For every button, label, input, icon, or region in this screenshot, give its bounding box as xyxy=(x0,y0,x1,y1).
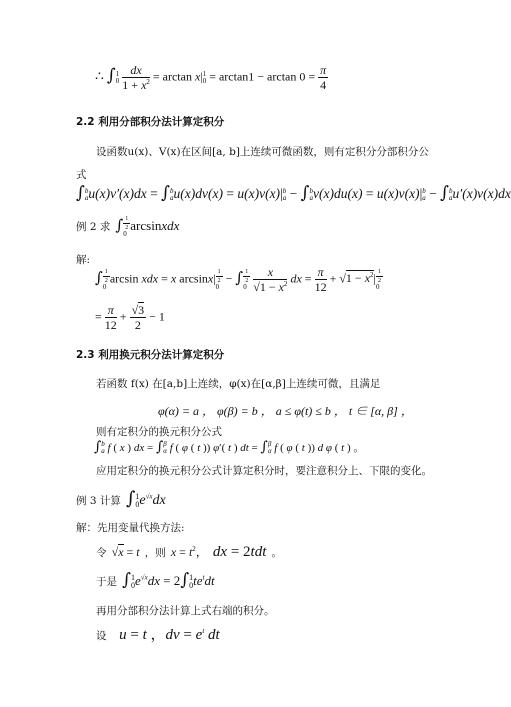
parts-again-note: 再用分部积分法计算上式右端的积分。 xyxy=(96,605,275,617)
substitution-note: 应用定积分的换元积分公式计算定积分时，要注意积分上、下限的变化。 xyxy=(96,465,432,477)
then-label: ，则 xyxy=(144,547,166,559)
example-3: 例 3 计算 ∫ 1 0 $e^{√x}dx$ xyxy=(76,488,166,509)
substitution-formula: ∫ b a f ( x ) dx = ∫ β α f ( φ ( t )) φ′( t ) dt = ∫ β α f ( φ ( t )) d φ ( t ) 。 xyxy=(94,439,365,456)
period: 。 xyxy=(271,547,282,559)
parts-intro-line1: 设函数u(x)、V(x)在区间[a, b]上连续可微函数，则有定积分分部积分公 xyxy=(96,146,429,158)
substitution-formula-intro: 则有定积分的换元积分公式 xyxy=(96,426,222,438)
section-heading-2-2: 2.2 利用分部积分法计算定积分 xyxy=(76,116,225,128)
let-label: 令 xyxy=(96,547,107,559)
example-3-label: 例 3 计算 xyxy=(76,495,121,507)
solution-label: 解: xyxy=(76,254,91,266)
parts-formula: ∫ b a u(x)v′(x)dx = ∫ b a u(x)dv(x) = u(x)v(x)| b a − ∫ b a v(x)du(x) = u(x)v(x)| b a − ∫ b a u′(x)v(x)dx xyxy=(76,183,511,203)
arctan-result-equation: ∴ ∫ 1 0 $\frac{dx}{1 + x^2}$ = arctan x| 1 0 = arctan1 − arctan 0 = $\frac{\pi}{4}$ xyxy=(95,63,327,92)
substitution-conditions: φ(α) = a ， φ(β) = b ， a ≤ φ(t) ≤ b ， t ∈ [α, β] ， xyxy=(158,404,413,418)
section-heading-2-3: 2.3 利用换元积分法计算定积分 xyxy=(76,349,225,361)
arcsin-solution-line1: ∫ 1 2 0 arcsin xdx = x arcsinx| 1 2 0 − ∫ 1 2 0 $\frac{x}{√1 - x^2}$ dx = $\frac{\pi}{12}$ + $√1 - x^2|$ 1 2 0 xyxy=(95,265,381,294)
so-step: 于是 ∫ 1 0 $e^{√x}dx = 2\int$ 1 0 $te^tdt$ xyxy=(96,570,215,591)
set-label: 设 xyxy=(96,630,107,642)
arcsin-solution-line2: = $\frac{\pi}{12}$ + $\frac{√3}{2}$ − 1 xyxy=(95,303,165,332)
substitution-intro: 若函数 f(x) 在[a,b]上连续，φ(x)在[α,β]上连续可微，且满足 xyxy=(96,378,381,390)
solution-3-label: 解：先用变量代换方法: xyxy=(76,522,185,534)
parts-intro-line2: 式 xyxy=(76,169,87,181)
substitution-step: 令 √x = t ，则 $x = t^2$， dx = 2tdt 。 xyxy=(96,544,282,560)
example-2: 例 2 求 ∫ 1 2 0 arcsinxdx xyxy=(76,216,180,239)
set-step: 设 u = t ，dv = $e^t$ dt xyxy=(96,627,220,643)
so-label: 于是 xyxy=(96,576,117,588)
example-2-label: 例 2 求 xyxy=(76,221,111,233)
